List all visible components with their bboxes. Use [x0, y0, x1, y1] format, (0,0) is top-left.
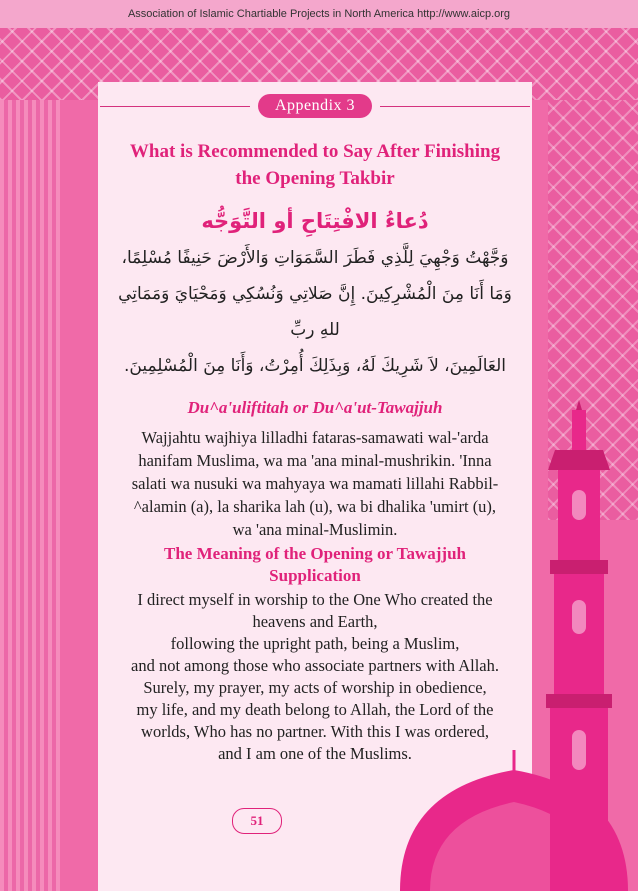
translit-line: Wajjahtu wajhiya lilladhi fataras-samawati wal-'arda [141, 428, 489, 447]
translit-line: salati wa nusuki wa mahyaya wa mamati lillahi Rabbil- [131, 474, 499, 493]
meaning-title [100, 543, 530, 587]
meaning-line: worlds, Who has no partner. With this I was ordered, [141, 722, 489, 741]
translit-line: wa 'ana minal-Muslimin. [232, 520, 398, 539]
meaning-line: and not among those who associate partners with Allah. [131, 656, 499, 675]
title-line-1: What is Recommended to Say After Finishing [129, 141, 501, 162]
arabic-line-1: وَجَّهْتُ وَجْهِيَ لِلَّذِي فَطَرَ السَّمَوَاتِ وَالأَرْضَ حَنِيفًا مُسْلِمًا، [121, 248, 509, 268]
meaning-line: following the upright path, being a Muslim, [170, 634, 460, 653]
meaning-text [100, 589, 530, 765]
arabic-supplication [100, 240, 530, 384]
transliteration-text [100, 426, 530, 541]
transliteration-title: Du^a'uliftitah or Du^a'ut-Tawajjuh [187, 398, 443, 417]
left-decorative-stripes [0, 100, 60, 891]
minaret-illustration [520, 400, 638, 891]
appendix-header [100, 86, 530, 126]
translit-line: ^alamin (a), la sharika lah (u), wa bi dhalika 'umirt (u), [133, 497, 497, 516]
meaning-line: my life, and my death belong to Allah, the Lord of the [136, 700, 494, 719]
header-site-text: Association of Islamic Chartiable Projects in North America http://www.aicp.org [0, 0, 638, 28]
page-content [100, 82, 530, 765]
arabic-line-3: العَالَمِينَ، لاَ شَرِيكَ لَهُ، وَبِذَلِكَ أُمِرْتُ، وَأَنَا مِنَ الْمُسْلِمِينَ. [123, 356, 507, 376]
page-number: 51 [232, 808, 282, 834]
arabic-heading: دُعاءُ الافْتِتَاحِ أو التَّوَجُّه [201, 209, 429, 233]
meaning-line: Surely, my prayer, my acts of worship in obedience, [143, 678, 487, 697]
meaning-title-line-1: The Meaning of the Opening or Tawajjuh [164, 544, 466, 563]
title-line-2: the Opening Takbir [235, 168, 395, 189]
arabic-line-2: وَمَا أَنَا مِنَ الْمُشْرِكِينَ. إِنَّ صَلاتِي وَنُسُكِي وَمَحْيَايَ وَمَمَاتِي للهِ ربِّ [118, 284, 512, 340]
meaning-line: I direct myself in worship to the One Who created the [137, 590, 493, 609]
appendix-label: Appendix 3 [258, 94, 372, 118]
meaning-title-line-2: Supplication [269, 566, 361, 585]
page-title [100, 138, 530, 192]
meaning-line: heavens and Earth, [252, 612, 378, 631]
divider-right [380, 106, 530, 107]
divider-left [100, 106, 250, 107]
translit-line: hanifam Muslima, wa ma 'ana minal-mushrikin. 'Inna [138, 451, 492, 470]
meaning-line: and I am one of the Muslims. [218, 744, 412, 763]
